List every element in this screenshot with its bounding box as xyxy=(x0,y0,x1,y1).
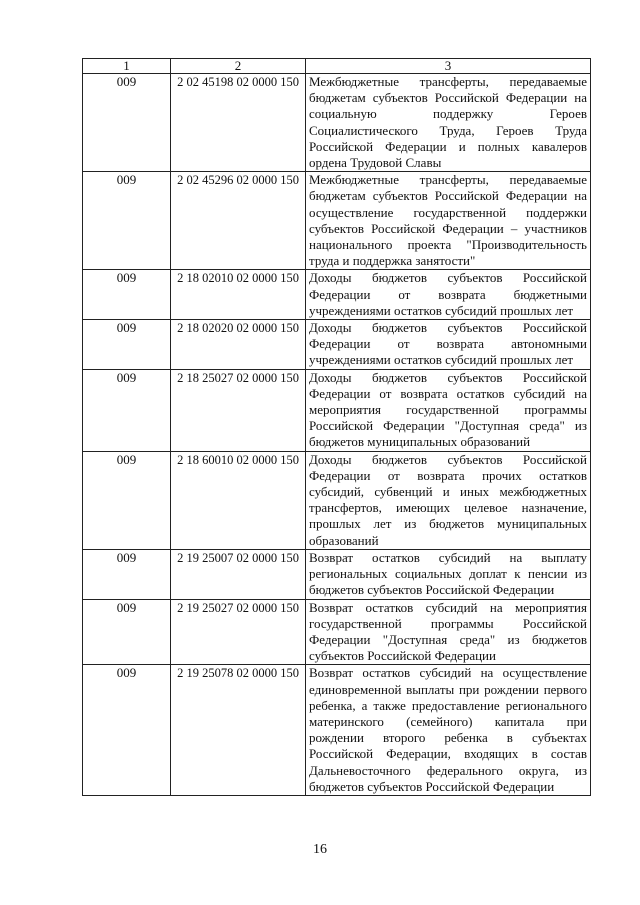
column-header-2: 2 xyxy=(171,59,306,74)
table-row xyxy=(83,320,591,370)
table-row xyxy=(83,451,591,549)
table-row xyxy=(83,369,591,451)
budget-codes-table xyxy=(82,58,591,796)
budget-code-cell: 2 18 25027 02 0000 150 xyxy=(171,369,306,451)
budget-code-cell: 2 19 25007 02 0000 150 xyxy=(171,549,306,599)
budget-code-cell: 2 18 02020 02 0000 150 xyxy=(171,320,306,370)
table-row xyxy=(83,665,591,796)
column-header-3: 3 xyxy=(306,59,591,74)
admin-code-cell: 009 xyxy=(83,74,171,172)
table-row xyxy=(83,270,591,320)
description-cell: Доходы бюджетов субъектов Российской Федерации от возврата прочих остатков субсидий, субвенций и иных межбюджетных трансфертов, имеющих целевое назначение, прошлых лет из бюджетов муниципальных образований xyxy=(306,451,591,549)
admin-code-cell: 009 xyxy=(83,369,171,451)
table-header-row xyxy=(83,59,591,74)
admin-code-cell: 009 xyxy=(83,172,171,270)
description-cell: Возврат остатков субсидий на мероприятия государственной программы Российской Федерации "Доступная среда" из бюджетов субъектов Российской Федерации xyxy=(306,599,591,665)
budget-code-cell: 2 18 02010 02 0000 150 xyxy=(171,270,306,320)
table-row xyxy=(83,74,591,172)
budget-code-cell: 2 02 45296 02 0000 150 xyxy=(171,172,306,270)
admin-code-cell: 009 xyxy=(83,665,171,796)
admin-code-cell: 009 xyxy=(83,599,171,665)
page-number: 16 xyxy=(313,842,327,857)
admin-code-cell: 009 xyxy=(83,320,171,370)
budget-code-cell: 2 18 60010 02 0000 150 xyxy=(171,451,306,549)
table-row xyxy=(83,549,591,599)
budget-code-cell: 2 19 25078 02 0000 150 xyxy=(171,665,306,796)
column-header-1: 1 xyxy=(83,59,171,74)
admin-code-cell: 009 xyxy=(83,549,171,599)
description-cell: Доходы бюджетов субъектов Российской Федерации от возврата автономными учреждениями остатков субсидий прошлых лет xyxy=(306,320,591,370)
description-cell: Доходы бюджетов субъектов Российской Федерации от возврата бюджетными учреждениями остатков субсидий прошлых лет xyxy=(306,270,591,320)
description-cell: Возврат остатков субсидий на осуществление единовременной выплаты при рождении первого ребенка, а также предоставление регионального материнского (семейного) капитала при рождении второго ребенка в субъектах Российской Федерации, входящих в состав Дальневосточного федерального округа, из бюджетов субъектов Российской Федерации xyxy=(306,665,591,796)
budget-code-cell: 2 19 25027 02 0000 150 xyxy=(171,599,306,665)
description-cell: Межбюджетные трансферты, передаваемые бюджетам субъектов Российской Федерации на социальную поддержку Героев Социалистического Труда, Героев Труда Российской Федерации и полных кавалеров ордена Трудовой Славы xyxy=(306,74,591,172)
table-row xyxy=(83,599,591,665)
description-cell: Межбюджетные трансферты, передаваемые бюджетам субъектов Российской Федерации на осуществление государственной поддержки субъектов Российской Федерации – участников национального проекта "Производительность труда и поддержка занятости" xyxy=(306,172,591,270)
admin-code-cell: 009 xyxy=(83,270,171,320)
budget-code-cell: 2 02 45198 02 0000 150 xyxy=(171,74,306,172)
description-cell: Возврат остатков субсидий на выплату региональных социальных доплат к пенсии из бюджетов субъектов Российской Федерации xyxy=(306,549,591,599)
description-cell: Доходы бюджетов субъектов Российской Федерации от возврата остатков субсидий на мероприятия государственной программы Российской Федерации "Доступная среда" из бюджетов муниципальных образований xyxy=(306,369,591,451)
table-row xyxy=(83,172,591,270)
admin-code-cell: 009 xyxy=(83,451,171,549)
